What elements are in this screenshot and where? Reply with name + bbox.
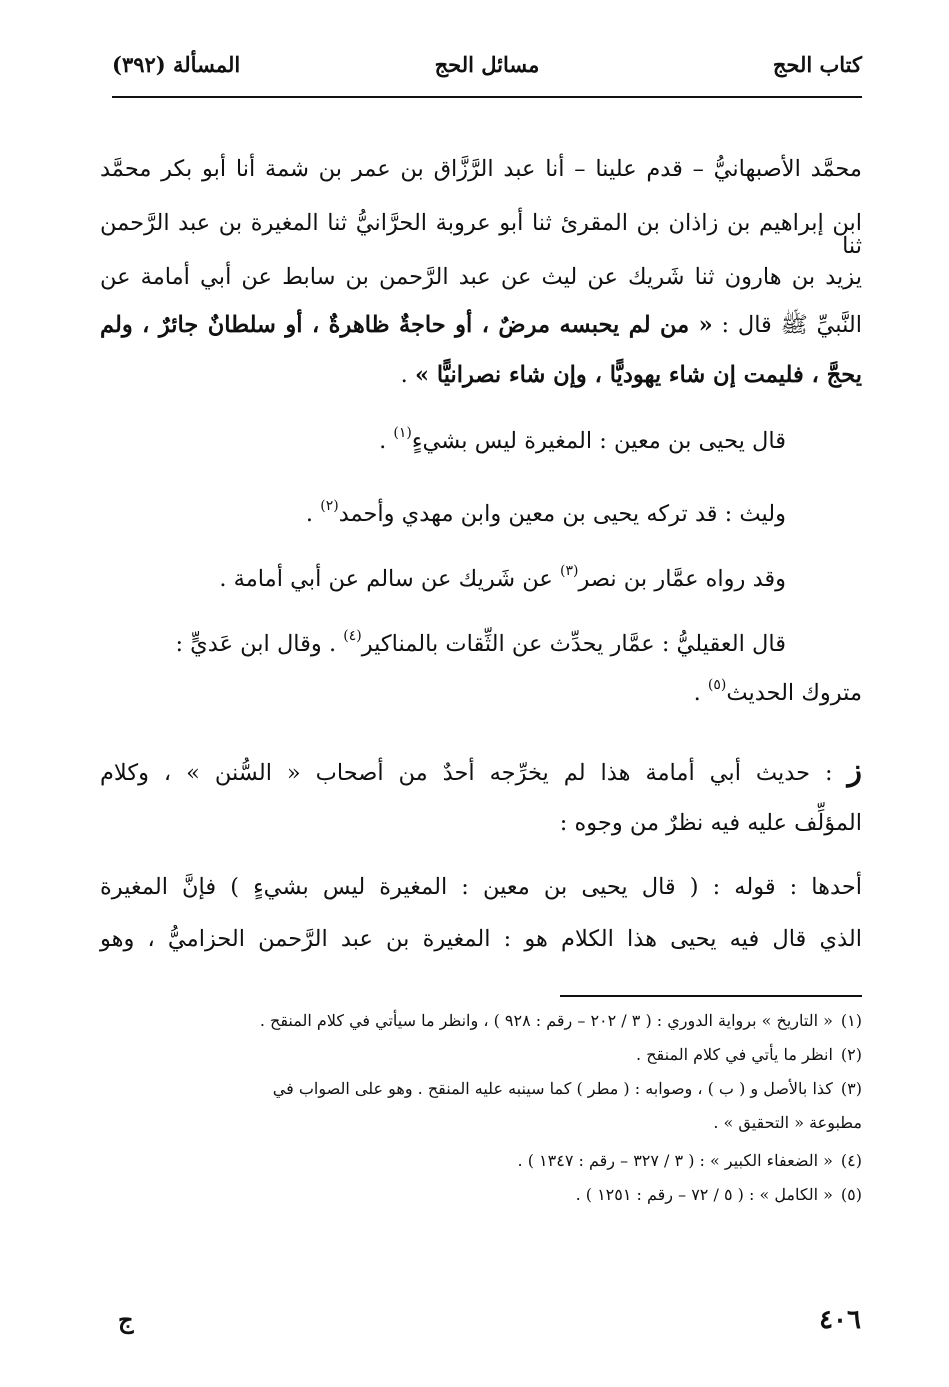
header-issue-number: المسألة (٣٩٢)	[112, 52, 241, 77]
footnote-number: (٣)	[840, 1079, 862, 1098]
punctuation: .	[400, 362, 415, 388]
body-line	[100, 677, 862, 706]
body-line: المؤلِّف عليه فيه نظرٌ من وجوه :	[559, 810, 862, 836]
footnote-text: « الكامل » : ( ٥ / ٧٢ – رقم : ١٢٥١ ) .	[575, 1185, 833, 1204]
body-line: يزيد بن هارون ثنا شَريك عن ليث عن عبد الرَّحمن بن سابط عن أبي أمامة عن	[100, 264, 862, 290]
body-text: . وقال ابن عَديٍّ :	[175, 631, 344, 657]
footnote-ref[interactable]: (٢)	[320, 498, 339, 514]
body-line	[100, 425, 786, 454]
volume-marker: ج	[118, 1305, 134, 1334]
footnote-ref[interactable]: (١)	[393, 425, 412, 441]
body-line	[100, 563, 786, 592]
footnote-number: (٤)	[840, 1151, 862, 1170]
footnote-number: (١)	[840, 1011, 862, 1030]
footnote	[110, 1187, 862, 1203]
header-rule	[112, 96, 862, 98]
footnote-text: مطبوعة « التحقيق » .	[713, 1113, 862, 1132]
header-book-title: كتاب الحج	[772, 52, 862, 77]
body-line	[100, 314, 862, 337]
punctuation: .	[379, 428, 394, 454]
footnote-ref[interactable]: (٣)	[559, 563, 579, 579]
footnote-rule	[560, 995, 862, 997]
body-text: وليث : قد تركه يحيى بن معين وابن مهدي وأحمد	[338, 501, 786, 527]
footnote-text: انظر ما يأتي في كلام المنقح .	[636, 1045, 833, 1064]
body-text: قال يحيى بن معين : المغيرة ليس بشيءٍ	[411, 428, 786, 454]
body-line	[100, 364, 862, 387]
footnote-number: (٢)	[840, 1045, 862, 1064]
body-line: محمَّد الأصبهانيُّ – قدم علينا – أنا عبد الرَّزَّاق بن عمر بن شمة أنا أبو بكر محمَّد	[100, 156, 862, 182]
hadith-text: يحجَّ ، فليمت إن شاء يهوديًّا ، وإن شاء نصرانيًّا »	[414, 362, 862, 388]
footnote-text: « التاريخ » برواية الدوري : ( ٣ / ٢٠٢ – رقم : ٩٢٨ ) ، وانظر ما سيأتي في كلام المنقح .	[259, 1011, 833, 1030]
footnote-ref[interactable]: (٥)	[707, 677, 727, 693]
body-line: ابن إبراهيم بن زاذان بن المقرئ ثنا أبو عروبة الحرَّانيُّ ثنا المغيرة بن عبد الرَّحمن ثنا	[100, 210, 862, 259]
editor-marker: ز	[847, 753, 862, 788]
punctuation: .	[693, 680, 708, 706]
footnote-ref[interactable]: (٤)	[343, 628, 362, 644]
footnote-continuation	[110, 1115, 862, 1131]
page-number: ٤٠٦	[819, 1305, 861, 1335]
body-text: عن شَريك عن سالم عن أبي أمامة .	[219, 566, 560, 592]
footnote-number: (٥)	[840, 1185, 862, 1204]
footnote	[110, 1153, 862, 1169]
body-line	[100, 753, 862, 788]
body-text: متروك الحديث	[726, 680, 862, 706]
hadith-text: « من لم يحبسه مرضٌ ، أو حاجةٌ ظاهرةٌ ، أو سلطانٌ جائرٌ ، ولم	[100, 312, 713, 338]
footnote-text: كذا بالأصل و ( ب ) ، وصوابه : ( مطر ) كما سينبه عليه المنقح . وهو على الصواب في	[272, 1079, 833, 1098]
body-line: الذي قال فيه يحيى هذا الكلام هو : المغيرة بن عبد الرَّحمن الحزاميُّ ، وهو	[100, 926, 862, 952]
punctuation: .	[305, 501, 321, 527]
footnote-text: « الضعفاء الكبير » : ( ٣ / ٣٢٧ – رقم : ١٣٤٧ ) .	[517, 1151, 833, 1170]
body-line	[100, 628, 786, 657]
narration-text: النَّبيِّ ﷺ قال :	[712, 312, 862, 338]
footnote	[110, 1081, 862, 1097]
footnote	[110, 1047, 862, 1063]
header-section-title: مسائل الحج	[434, 52, 540, 77]
footnote	[110, 1013, 862, 1029]
body-text: : حديث أبي أمامة هذا لم يخرِّجه أحدٌ من أصحاب « السُّنن » ، وكلام	[100, 760, 848, 786]
body-line: أحدها : قوله : ( قال يحيى بن معين : المغيرة ليس بشيءٍ ) فإنَّ المغيرة	[100, 874, 862, 900]
body-text: وقد رواه عمَّار بن نصر	[578, 566, 786, 592]
body-text: قال العقيليُّ : عمَّار يحدِّث عن الثِّقات بالمناكير	[361, 631, 786, 657]
body-line	[100, 498, 786, 527]
running-header	[112, 52, 862, 92]
